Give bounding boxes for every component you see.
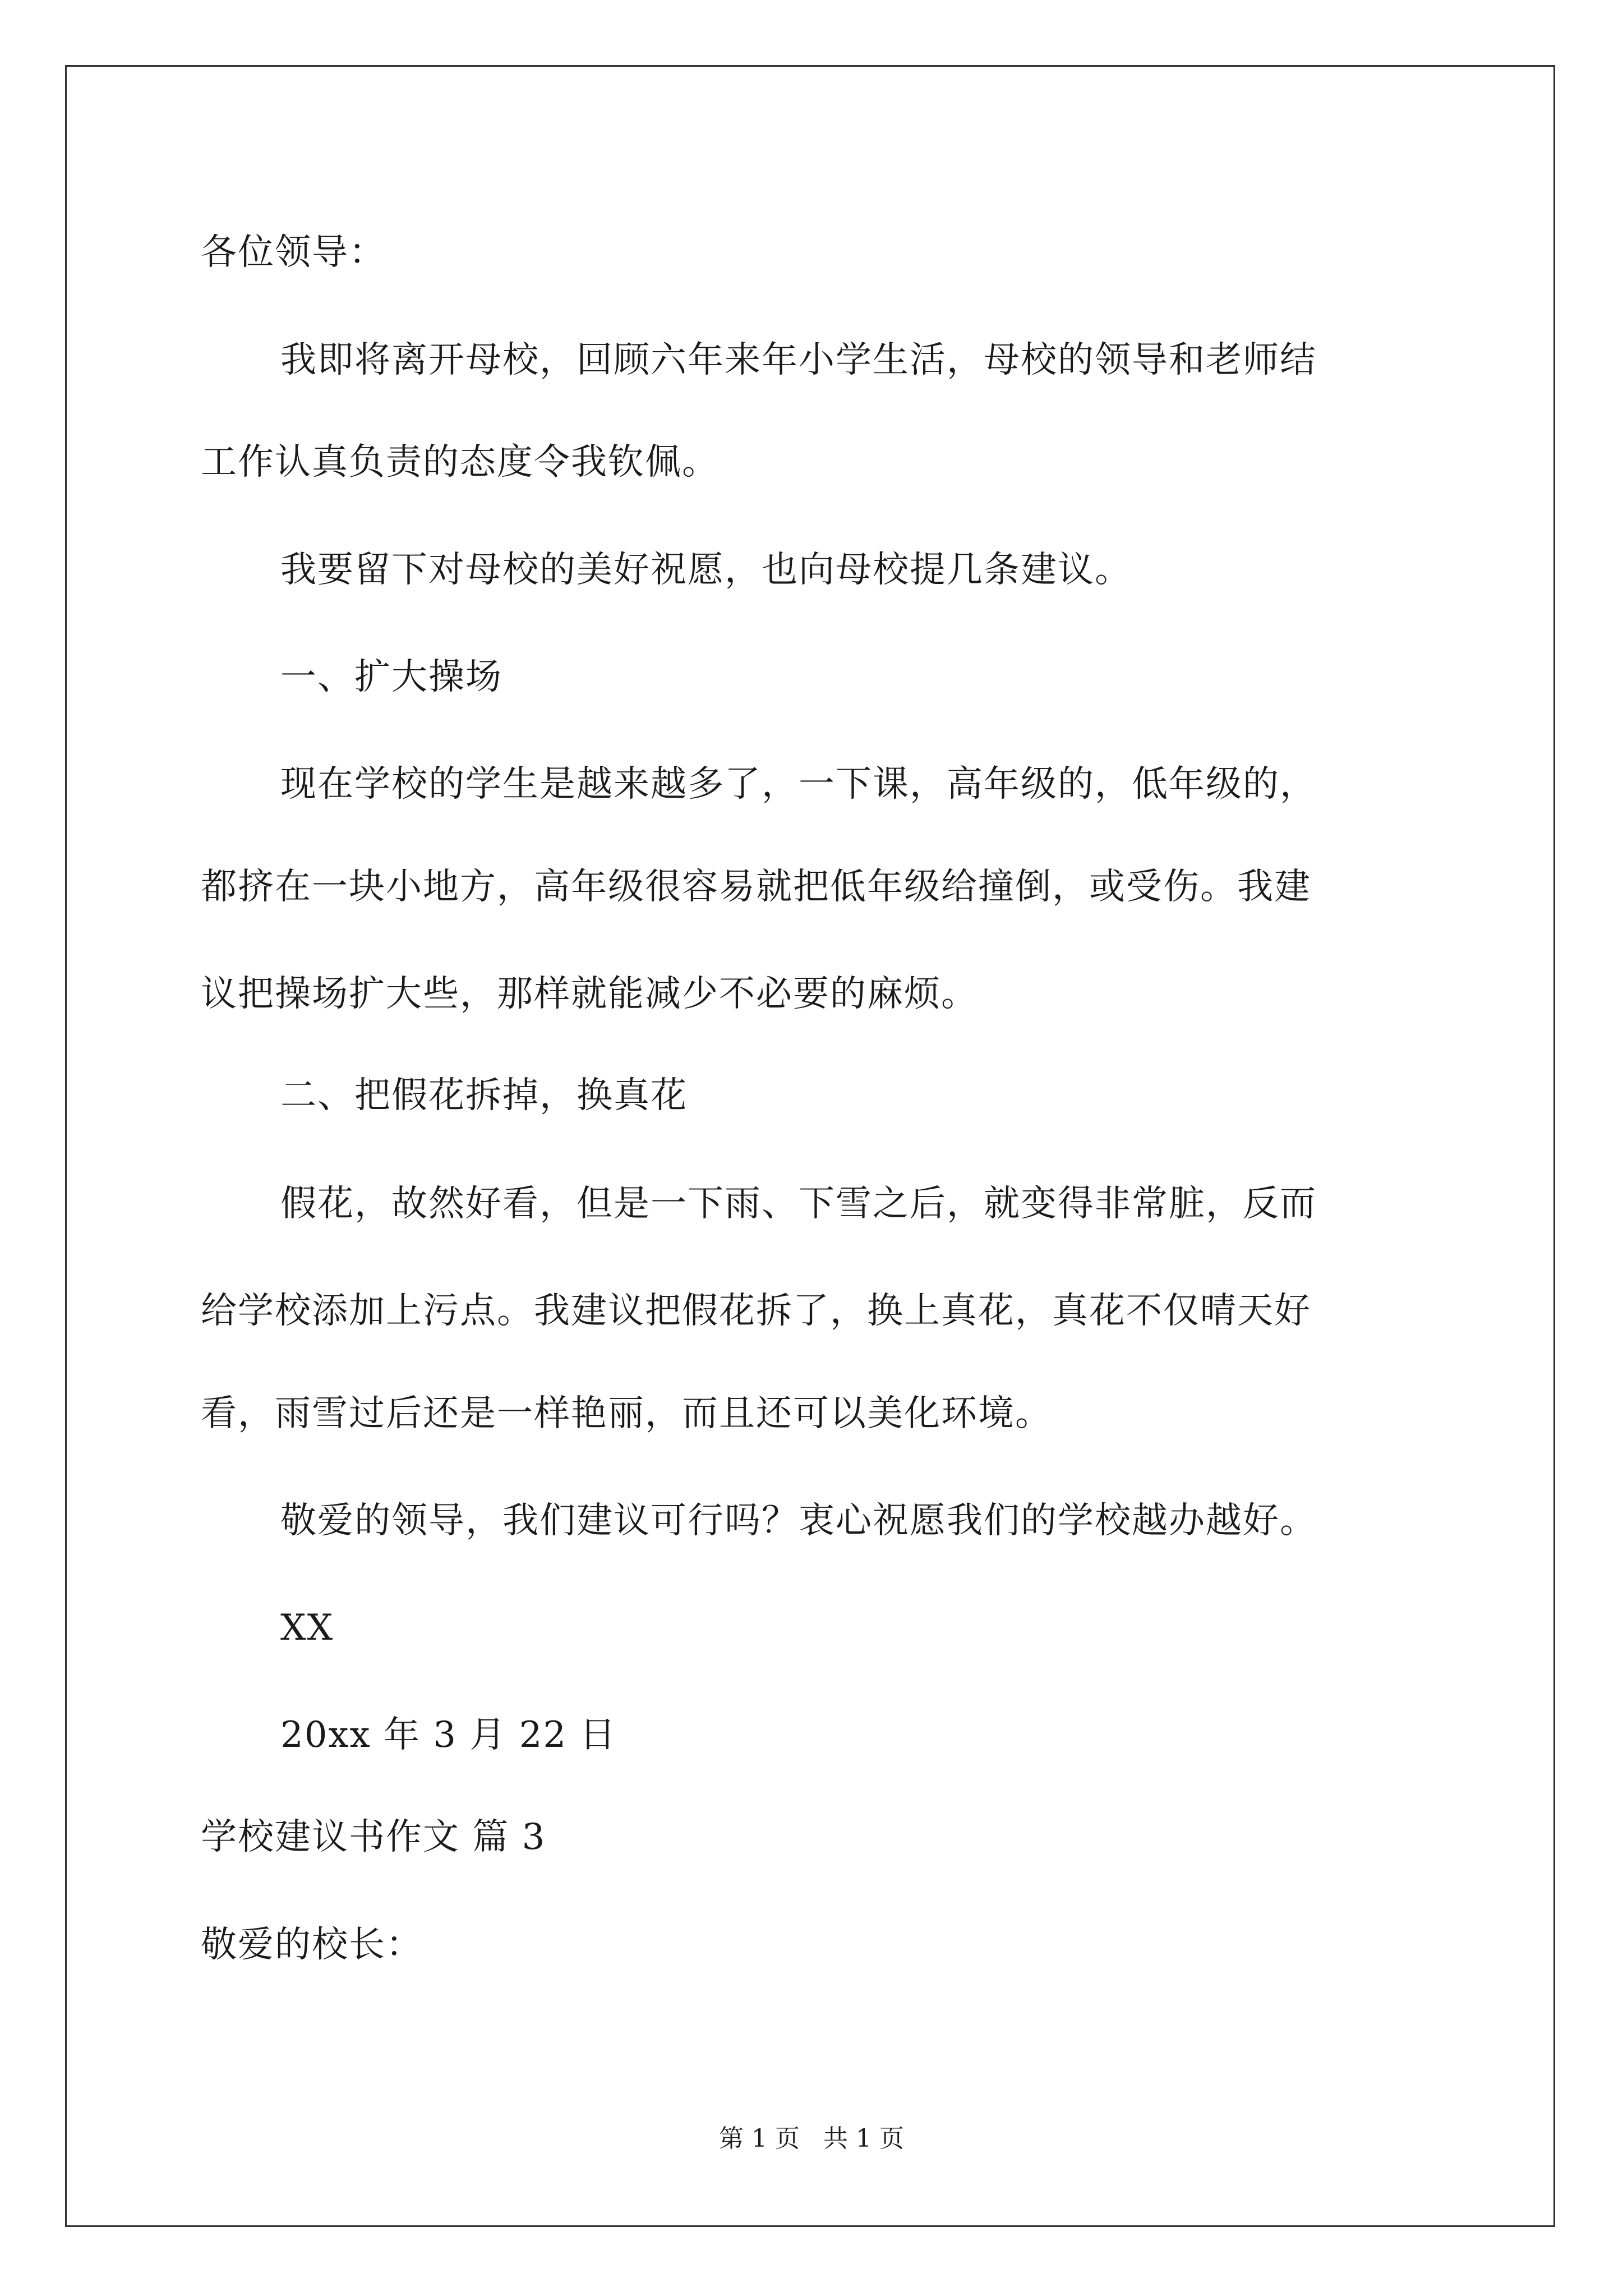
section-heading: 二、把假花拆掉，换真花 [280,1075,688,1116]
paragraph-line: 都挤在一块小地方，高年级很容易就把低年级给撞倒，或受伤。我建 [201,866,1311,908]
section-heading: 一、扩大操场 [280,656,502,698]
paragraph-line: 议把操场扩大些，那样就能减少不必要的麻烦。 [201,973,978,1015]
paragraph-line: 假花，故然好看，但是一下雨、下雪之后，就变得非常脏，反而 [280,1183,1317,1225]
salutation: 敬爱的校长： [201,1924,423,1966]
paragraph-line: 工作认真负责的态度令我钦佩。 [201,441,719,483]
page-number-current: 第 1 页 [719,2124,800,2153]
signature-name: XX [280,1607,334,1649]
paragraph-line: 给学校添加上污点。我建议把假花拆了，换上真花，真花不仅晴天好 [201,1290,1311,1332]
signature-date: 20xx 年 3 月 22 日 [280,1714,617,1756]
salutation: 各位领导： [201,232,386,273]
page-footer [0,2123,1623,2155]
article-title: 学校建议书作文 篇 3 [201,1816,546,1858]
paragraph-line: 敬爱的领导，我们建议可行吗？衷心祝愿我们的学校越办越好。 [280,1500,1317,1542]
paragraph-line: 我要留下对母校的美好祝愿，也向母校提几条建议。 [280,549,1132,591]
page-border [65,65,1555,2227]
paragraph-line: 我即将离开母校，回顾六年来年小学生活，母校的领导和老师结 [280,339,1317,381]
page-number-total: 共 1 页 [823,2124,904,2153]
paragraph-line: 现在学校的学生是越来越多了，一下课，高年级的，低年级的， [280,763,1317,805]
paragraph-line: 看，雨雪过后还是一样艳丽，而且还可以美化环境。 [201,1393,1052,1434]
